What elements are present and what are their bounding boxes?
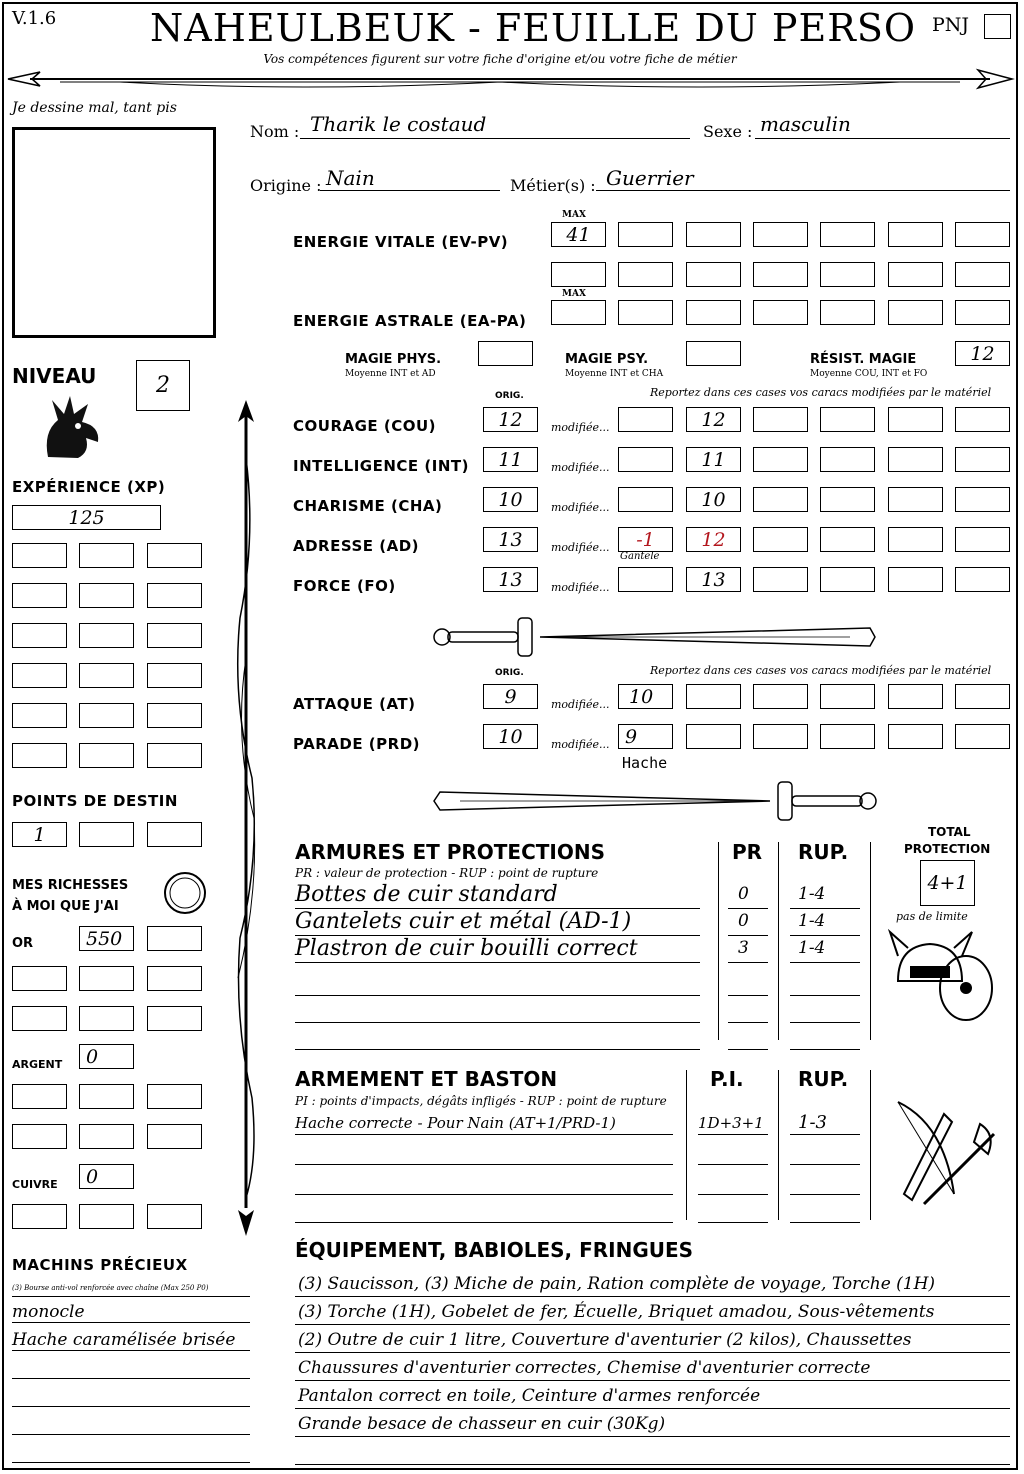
armure-name: Plastron de cuir bouilli correct bbox=[295, 936, 638, 961]
equip-item: Chaussures d'aventurier correctes, Chemise d'aventurier correcte bbox=[298, 1358, 871, 1378]
carac-mod1-box[interactable] bbox=[618, 487, 673, 512]
carac-modif-label: modifiée... bbox=[551, 581, 610, 594]
carac-modif-label: modifiée... bbox=[551, 461, 610, 474]
combat-extra-box[interactable] bbox=[753, 724, 808, 749]
xp-box[interactable] bbox=[79, 663, 134, 688]
precieux-line bbox=[12, 1462, 250, 1463]
carac-extra-box[interactable] bbox=[753, 527, 808, 552]
armure-line bbox=[295, 1022, 700, 1023]
xp-box[interactable] bbox=[147, 743, 202, 768]
xp-box[interactable] bbox=[12, 703, 67, 728]
carac-modif-label: modifiée... bbox=[551, 541, 610, 554]
origine-value[interactable]: Nain bbox=[326, 166, 375, 190]
magie-phys-label: MAGIE PHYS. bbox=[345, 352, 442, 367]
argent-extra-box[interactable] bbox=[12, 1124, 67, 1149]
parade-modif-label: modifiée... bbox=[551, 738, 610, 751]
carac-extra-box[interactable] bbox=[888, 407, 943, 432]
ev-box-row2[interactable] bbox=[955, 262, 1010, 287]
armures-rup-label: RUP. bbox=[798, 840, 849, 864]
equip-item: (3) Saucisson, (3) Miche de pain, Ration complète de voyage, Torche (1H) bbox=[298, 1274, 936, 1294]
equip-line bbox=[295, 1436, 1010, 1437]
armure-rup-line bbox=[790, 995, 860, 996]
total-label: TOTAL bbox=[928, 825, 971, 839]
armure-pr-line bbox=[728, 908, 768, 909]
ea-box[interactable] bbox=[686, 300, 741, 325]
ea-box[interactable] bbox=[888, 300, 943, 325]
armement-col-sep-3 bbox=[870, 1070, 871, 1220]
or-extra-box[interactable] bbox=[147, 1006, 202, 1031]
armure-pr-line bbox=[728, 935, 768, 936]
armures-col-sep-3 bbox=[870, 842, 871, 1040]
page-title: NAHEULBEUK - FEUILLE DU PERSO bbox=[150, 6, 917, 50]
armement-rup-label: RUP. bbox=[798, 1067, 849, 1091]
destin-label: POINTS DE DESTIN bbox=[12, 792, 178, 810]
carac-mod1-box[interactable] bbox=[618, 567, 673, 592]
or-label: OR bbox=[12, 936, 34, 951]
carac-extra-box[interactable] bbox=[955, 407, 1010, 432]
armure-line bbox=[295, 1049, 700, 1050]
carac-extra-box[interactable] bbox=[888, 487, 943, 512]
precieux-line bbox=[12, 1350, 250, 1351]
ev-label: ENERGIE VITALE (EV-PV) bbox=[293, 233, 509, 251]
carac-orig-box[interactable]: 11 bbox=[483, 447, 538, 472]
xp-box[interactable] bbox=[147, 663, 202, 688]
armure-pr-line bbox=[728, 1049, 768, 1050]
sexe-line bbox=[755, 138, 1010, 139]
carac-extra-box[interactable] bbox=[955, 447, 1010, 472]
origine-line bbox=[320, 190, 500, 191]
xp-box[interactable] bbox=[79, 743, 134, 768]
total-note: pas de limite bbox=[896, 910, 968, 923]
equipement-label: ÉQUIPEMENT, BABIOLES, FRINGUES bbox=[295, 1238, 694, 1262]
combat-extra-box[interactable] bbox=[955, 724, 1010, 749]
precieux-item: (3) Bourse anti-vol renforcée avec chaîne (Max 250 P0) bbox=[12, 1284, 209, 1292]
armures-col-sep-2 bbox=[778, 842, 779, 1040]
armure-pr: 3 bbox=[738, 938, 749, 958]
xp-box[interactable] bbox=[79, 703, 134, 728]
ev-box-row2[interactable] bbox=[820, 262, 875, 287]
magie-psy-note: Moyenne INT et CHA bbox=[565, 369, 664, 379]
destin-box[interactable]: 1 bbox=[12, 822, 67, 847]
ev-box[interactable] bbox=[618, 222, 673, 247]
carac-extra-box[interactable] bbox=[955, 487, 1010, 512]
arme-pi-line bbox=[698, 1134, 768, 1135]
argent-extra-box[interactable] bbox=[12, 1084, 67, 1109]
xp-box[interactable] bbox=[147, 543, 202, 568]
ea-box[interactable] bbox=[551, 300, 606, 325]
vertical-spear-icon bbox=[228, 398, 264, 1238]
xp-box[interactable] bbox=[12, 583, 67, 608]
armure-pr-line bbox=[728, 962, 768, 963]
resist-magie-label: RÉSIST. MAGIE bbox=[810, 352, 917, 367]
xp-box[interactable] bbox=[12, 663, 67, 688]
origine-label: Origine : bbox=[250, 176, 322, 195]
ev-box[interactable] bbox=[686, 222, 741, 247]
arme-rup-line bbox=[790, 1194, 860, 1195]
carac-note: Gantele bbox=[620, 551, 660, 562]
ev-box[interactable]: 41 bbox=[551, 222, 606, 247]
version-label: V.1.6 bbox=[12, 8, 57, 29]
xp-box[interactable] bbox=[147, 623, 202, 648]
precieux-line bbox=[12, 1434, 250, 1435]
or-extra-box[interactable] bbox=[79, 966, 134, 991]
xp-box[interactable] bbox=[79, 583, 134, 608]
carac-extra-box[interactable] bbox=[753, 407, 808, 432]
richesses-label-2: À MOI QUE J'AI bbox=[12, 899, 119, 914]
resist-magie-box[interactable]: 12 bbox=[955, 341, 1010, 366]
or-box[interactable]: 550 bbox=[79, 926, 134, 951]
ea-box[interactable] bbox=[955, 300, 1010, 325]
armure-rup-line bbox=[790, 935, 860, 936]
or-extra-box[interactable] bbox=[12, 966, 67, 991]
ev-box-row2[interactable] bbox=[753, 262, 808, 287]
carac-extra-box[interactable] bbox=[820, 407, 875, 432]
or-extra-box[interactable] bbox=[12, 1006, 67, 1031]
carac-orig-box[interactable]: 13 bbox=[483, 527, 538, 552]
ev-box[interactable] bbox=[888, 222, 943, 247]
metier-line bbox=[596, 190, 1010, 191]
armure-pr: 0 bbox=[738, 911, 749, 931]
combat-extra-box[interactable] bbox=[820, 684, 875, 709]
arme-line bbox=[295, 1164, 673, 1165]
equip-item: Pantalon correct en toile, Ceinture d'armes renforcée bbox=[298, 1386, 761, 1406]
carac-orig-box[interactable]: 10 bbox=[483, 487, 538, 512]
armure-name: Bottes de cuir standard bbox=[295, 882, 558, 907]
armure-name: Gantelets cuir et métal (AD-1) bbox=[295, 909, 632, 934]
armement-col-sep-2 bbox=[778, 1070, 779, 1220]
carac-label: INTELLIGENCE (INT) bbox=[293, 457, 469, 475]
combat-extra-box[interactable] bbox=[753, 684, 808, 709]
equip-line bbox=[295, 1352, 1010, 1353]
portrait-box[interactable] bbox=[12, 127, 216, 338]
or-extra-box[interactable] bbox=[147, 966, 202, 991]
experience-box[interactable]: 125 bbox=[12, 505, 161, 530]
nom-value[interactable]: Tharik le costaud bbox=[310, 112, 487, 136]
ev-box[interactable] bbox=[753, 222, 808, 247]
parade-mod-box[interactable]: 9 bbox=[618, 724, 673, 749]
carac-mod1-box[interactable] bbox=[618, 447, 673, 472]
armure-rup-line bbox=[790, 1049, 860, 1050]
equip-line bbox=[295, 1324, 1010, 1325]
total-label-2: PROTECTION bbox=[904, 842, 991, 856]
page-subtitle: Vos compétences figurent sur votre fiche d'origine et/ou votre fiche de métier bbox=[263, 52, 737, 66]
xp-box[interactable] bbox=[147, 703, 202, 728]
nom-line bbox=[300, 138, 690, 139]
argent-box[interactable]: 0 bbox=[79, 1044, 134, 1069]
niveau-label: NIVEAU bbox=[12, 364, 97, 388]
armure-rup-line bbox=[790, 1022, 860, 1023]
carac-mod2-box[interactable]: 11 bbox=[686, 447, 741, 472]
resist-magie-note: Moyenne COU, INT et FO bbox=[810, 369, 928, 379]
xp-box[interactable] bbox=[12, 743, 67, 768]
carac-mod2-box[interactable]: 12 bbox=[686, 407, 741, 432]
carac-label: FORCE (FO) bbox=[293, 577, 396, 595]
ea-box[interactable] bbox=[618, 300, 673, 325]
carac-extra-box[interactable] bbox=[820, 447, 875, 472]
carac-mod1-box[interactable] bbox=[618, 407, 673, 432]
ev-box-row2[interactable] bbox=[686, 262, 741, 287]
equip-line bbox=[295, 1464, 1010, 1465]
armure-line bbox=[295, 995, 700, 996]
combat-orig-label: ORIG. bbox=[495, 668, 524, 678]
ea-box[interactable] bbox=[753, 300, 808, 325]
argent-extra-box[interactable] bbox=[147, 1084, 202, 1109]
armure-line bbox=[295, 962, 700, 963]
arme-line bbox=[295, 1222, 673, 1223]
carac-extra-box[interactable] bbox=[820, 487, 875, 512]
precieux-label: MACHINS PRÉCIEUX bbox=[12, 1256, 188, 1274]
armure-rup: 1-4 bbox=[798, 884, 826, 904]
carac-extra-box[interactable] bbox=[955, 527, 1010, 552]
portrait-caption: Je dessine mal, tant pis bbox=[12, 100, 177, 116]
carac-label: CHARISME (CHA) bbox=[293, 497, 443, 515]
coin-icon bbox=[162, 870, 208, 916]
carac-modif-label: modifiée... bbox=[551, 421, 610, 434]
argent-extra-box[interactable] bbox=[147, 1124, 202, 1149]
richesses-label: MES RICHESSES bbox=[12, 878, 129, 893]
armure-pr: 0 bbox=[738, 884, 749, 904]
equip-line bbox=[295, 1408, 1010, 1409]
combat-extra-box[interactable] bbox=[888, 684, 943, 709]
armure-rup-line bbox=[790, 908, 860, 909]
argent-extra-box[interactable] bbox=[79, 1124, 134, 1149]
carac-extra-box[interactable] bbox=[753, 567, 808, 592]
ev-box-row2[interactable] bbox=[618, 262, 673, 287]
ev-box[interactable] bbox=[955, 222, 1010, 247]
xp-box[interactable] bbox=[12, 623, 67, 648]
destin-box[interactable] bbox=[79, 822, 134, 847]
ev-box-row2[interactable] bbox=[551, 262, 606, 287]
armures-note: PR : valeur de protection - RUP : point de rupture bbox=[295, 866, 599, 880]
armure-pr-line bbox=[728, 995, 768, 996]
combat-extra-box[interactable] bbox=[820, 724, 875, 749]
cuivre-extra-box[interactable] bbox=[79, 1204, 134, 1229]
combat-extra-box[interactable] bbox=[955, 684, 1010, 709]
magie-phys-note: Moyenne INT et AD bbox=[345, 369, 436, 379]
equip-line bbox=[295, 1296, 1010, 1297]
combat-note: Hache bbox=[622, 754, 668, 772]
arme-pi-line bbox=[698, 1222, 768, 1223]
arme-name: Hache correcte - Pour Nain (AT+1/PRD-1) bbox=[295, 1114, 616, 1132]
arme-rup-line bbox=[790, 1164, 860, 1165]
armures-pr-label: PR bbox=[732, 840, 763, 864]
combat-report-note: Reportez dans ces cases vos caracs modifiées par le matériel bbox=[650, 664, 992, 677]
carac-extra-box[interactable] bbox=[820, 567, 875, 592]
armures-label: ARMURES ET PROTECTIONS bbox=[295, 840, 605, 864]
spear-divider-icon bbox=[0, 64, 1024, 94]
carac-orig-box[interactable]: 13 bbox=[483, 567, 538, 592]
ev-box[interactable] bbox=[820, 222, 875, 247]
xp-box[interactable] bbox=[12, 543, 67, 568]
carac-extra-box[interactable] bbox=[888, 567, 943, 592]
armure-rup: 1-4 bbox=[798, 938, 826, 958]
or-box-2[interactable] bbox=[147, 926, 202, 951]
combat-extra-box[interactable] bbox=[686, 724, 741, 749]
attaque-mod-box[interactable]: 10 bbox=[618, 684, 673, 709]
niveau-box[interactable]: 2 bbox=[136, 360, 190, 411]
attaque-orig-box[interactable]: 9 bbox=[483, 684, 538, 709]
precieux-line bbox=[12, 1322, 250, 1323]
carac-mod2-box[interactable]: 10 bbox=[686, 487, 741, 512]
argent-extra-box[interactable] bbox=[79, 1084, 134, 1109]
arme-rup: 1-3 bbox=[798, 1112, 827, 1133]
attaque-label: ATTAQUE (AT) bbox=[293, 695, 416, 713]
helmet-shield-icon bbox=[888, 926, 998, 1026]
armement-col-sep-1 bbox=[686, 1070, 687, 1220]
ea-box[interactable] bbox=[820, 300, 875, 325]
armure-pr-line bbox=[728, 1022, 768, 1023]
armement-label: ARMEMENT ET BASTON bbox=[295, 1067, 558, 1091]
ev-box-row2[interactable] bbox=[888, 262, 943, 287]
experience-label: EXPÉRIENCE (XP) bbox=[12, 478, 166, 496]
cuivre-label: CUIVRE bbox=[12, 1178, 58, 1191]
metier-label: Métier(s) : bbox=[510, 176, 596, 195]
nom-label: Nom : bbox=[250, 122, 300, 141]
xp-box[interactable] bbox=[147, 583, 202, 608]
total-protection-box[interactable]: 4+1 bbox=[920, 860, 975, 906]
sword-icon-2 bbox=[430, 778, 880, 824]
arme-rup-line bbox=[790, 1222, 860, 1223]
argent-label: ARGENT bbox=[12, 1058, 63, 1071]
parade-label: PARADE (PRD) bbox=[293, 735, 421, 753]
arme-line bbox=[295, 1134, 673, 1135]
arme-line bbox=[295, 1194, 673, 1195]
parade-orig-box[interactable]: 10 bbox=[483, 724, 538, 749]
dragon-icon bbox=[38, 392, 106, 464]
armure-rup-line bbox=[790, 962, 860, 963]
ev-max-label: MAX bbox=[562, 210, 586, 220]
magie-psy-label: MAGIE PSY. bbox=[565, 352, 649, 367]
magie-psy-box[interactable] bbox=[686, 341, 741, 366]
carac-extra-box[interactable] bbox=[955, 567, 1010, 592]
attaque-modif-label: modifiée... bbox=[551, 698, 610, 711]
cuivre-extra-box[interactable] bbox=[147, 1204, 202, 1229]
equip-item: (3) Torche (1H), Gobelet de fer, Écuelle, Briquet amadou, Sous-vêtements bbox=[298, 1302, 935, 1322]
pnj-label: PNJ bbox=[932, 14, 970, 36]
carac-modif-label: modifiée... bbox=[551, 501, 610, 514]
carac-orig-box[interactable]: 12 bbox=[483, 407, 538, 432]
destin-box[interactable] bbox=[147, 822, 202, 847]
xp-box[interactable] bbox=[79, 623, 134, 648]
arme-rup-line bbox=[790, 1134, 860, 1135]
carac-mod2-box[interactable]: 13 bbox=[686, 567, 741, 592]
pnj-checkbox[interactable] bbox=[984, 14, 1011, 39]
cuivre-extra-box[interactable] bbox=[12, 1204, 67, 1229]
metier-value[interactable]: Guerrier bbox=[606, 166, 694, 190]
precieux-line bbox=[12, 1296, 250, 1297]
caracs-report-note: Reportez dans ces cases vos caracs modifiées par le matériel bbox=[650, 386, 992, 399]
carac-mod2-box[interactable]: 12 bbox=[686, 527, 741, 552]
precieux-item: Hache caramélisée brisée bbox=[12, 1330, 236, 1350]
arme-pi-line bbox=[698, 1194, 768, 1195]
combat-extra-box[interactable] bbox=[888, 724, 943, 749]
or-extra-box[interactable] bbox=[79, 1006, 134, 1031]
precieux-item: monocle bbox=[12, 1302, 85, 1322]
equip-item: (2) Outre de cuir 1 litre, Couverture d'aventurier (2 kilos), Chaussettes bbox=[298, 1330, 912, 1350]
weapons-icon bbox=[884, 1094, 1004, 1214]
carac-label: COURAGE (COU) bbox=[293, 417, 437, 435]
carac-extra-box[interactable] bbox=[820, 527, 875, 552]
carac-extra-box[interactable] bbox=[753, 447, 808, 472]
arme-pi: 1D+3+1 bbox=[698, 1114, 764, 1132]
cuivre-box[interactable]: 0 bbox=[79, 1164, 134, 1189]
equip-line bbox=[295, 1380, 1010, 1381]
combat-extra-box[interactable] bbox=[686, 684, 741, 709]
sword-icon bbox=[430, 614, 880, 660]
armure-rup: 1-4 bbox=[798, 911, 826, 931]
xp-box[interactable] bbox=[79, 543, 134, 568]
armement-note: PI : points d'impacts, dégâts infligés - RUP : point de rupture bbox=[295, 1094, 667, 1108]
ea-label: ENERGIE ASTRALE (EA-PA) bbox=[293, 312, 527, 330]
arme-pi-line bbox=[698, 1164, 768, 1165]
carac-extra-box[interactable] bbox=[753, 487, 808, 512]
carac-extra-box[interactable] bbox=[888, 527, 943, 552]
magie-phys-box[interactable] bbox=[478, 341, 533, 366]
sexe-value[interactable]: masculin bbox=[760, 112, 851, 136]
caracs-orig-label: ORIG. bbox=[495, 391, 524, 401]
precieux-line bbox=[12, 1406, 250, 1407]
armures-col-sep-1 bbox=[718, 842, 719, 1040]
carac-mod1-box[interactable]: -1 bbox=[618, 527, 673, 552]
equip-item: Grande besace de chasseur en cuir (30Kg) bbox=[298, 1414, 666, 1434]
armement-pi-label: P.I. bbox=[710, 1067, 744, 1091]
sexe-label: Sexe : bbox=[703, 122, 753, 141]
carac-label: ADRESSE (AD) bbox=[293, 537, 420, 555]
ea-max-label: MAX bbox=[562, 289, 586, 299]
carac-extra-box[interactable] bbox=[888, 447, 943, 472]
precieux-line bbox=[12, 1378, 250, 1379]
